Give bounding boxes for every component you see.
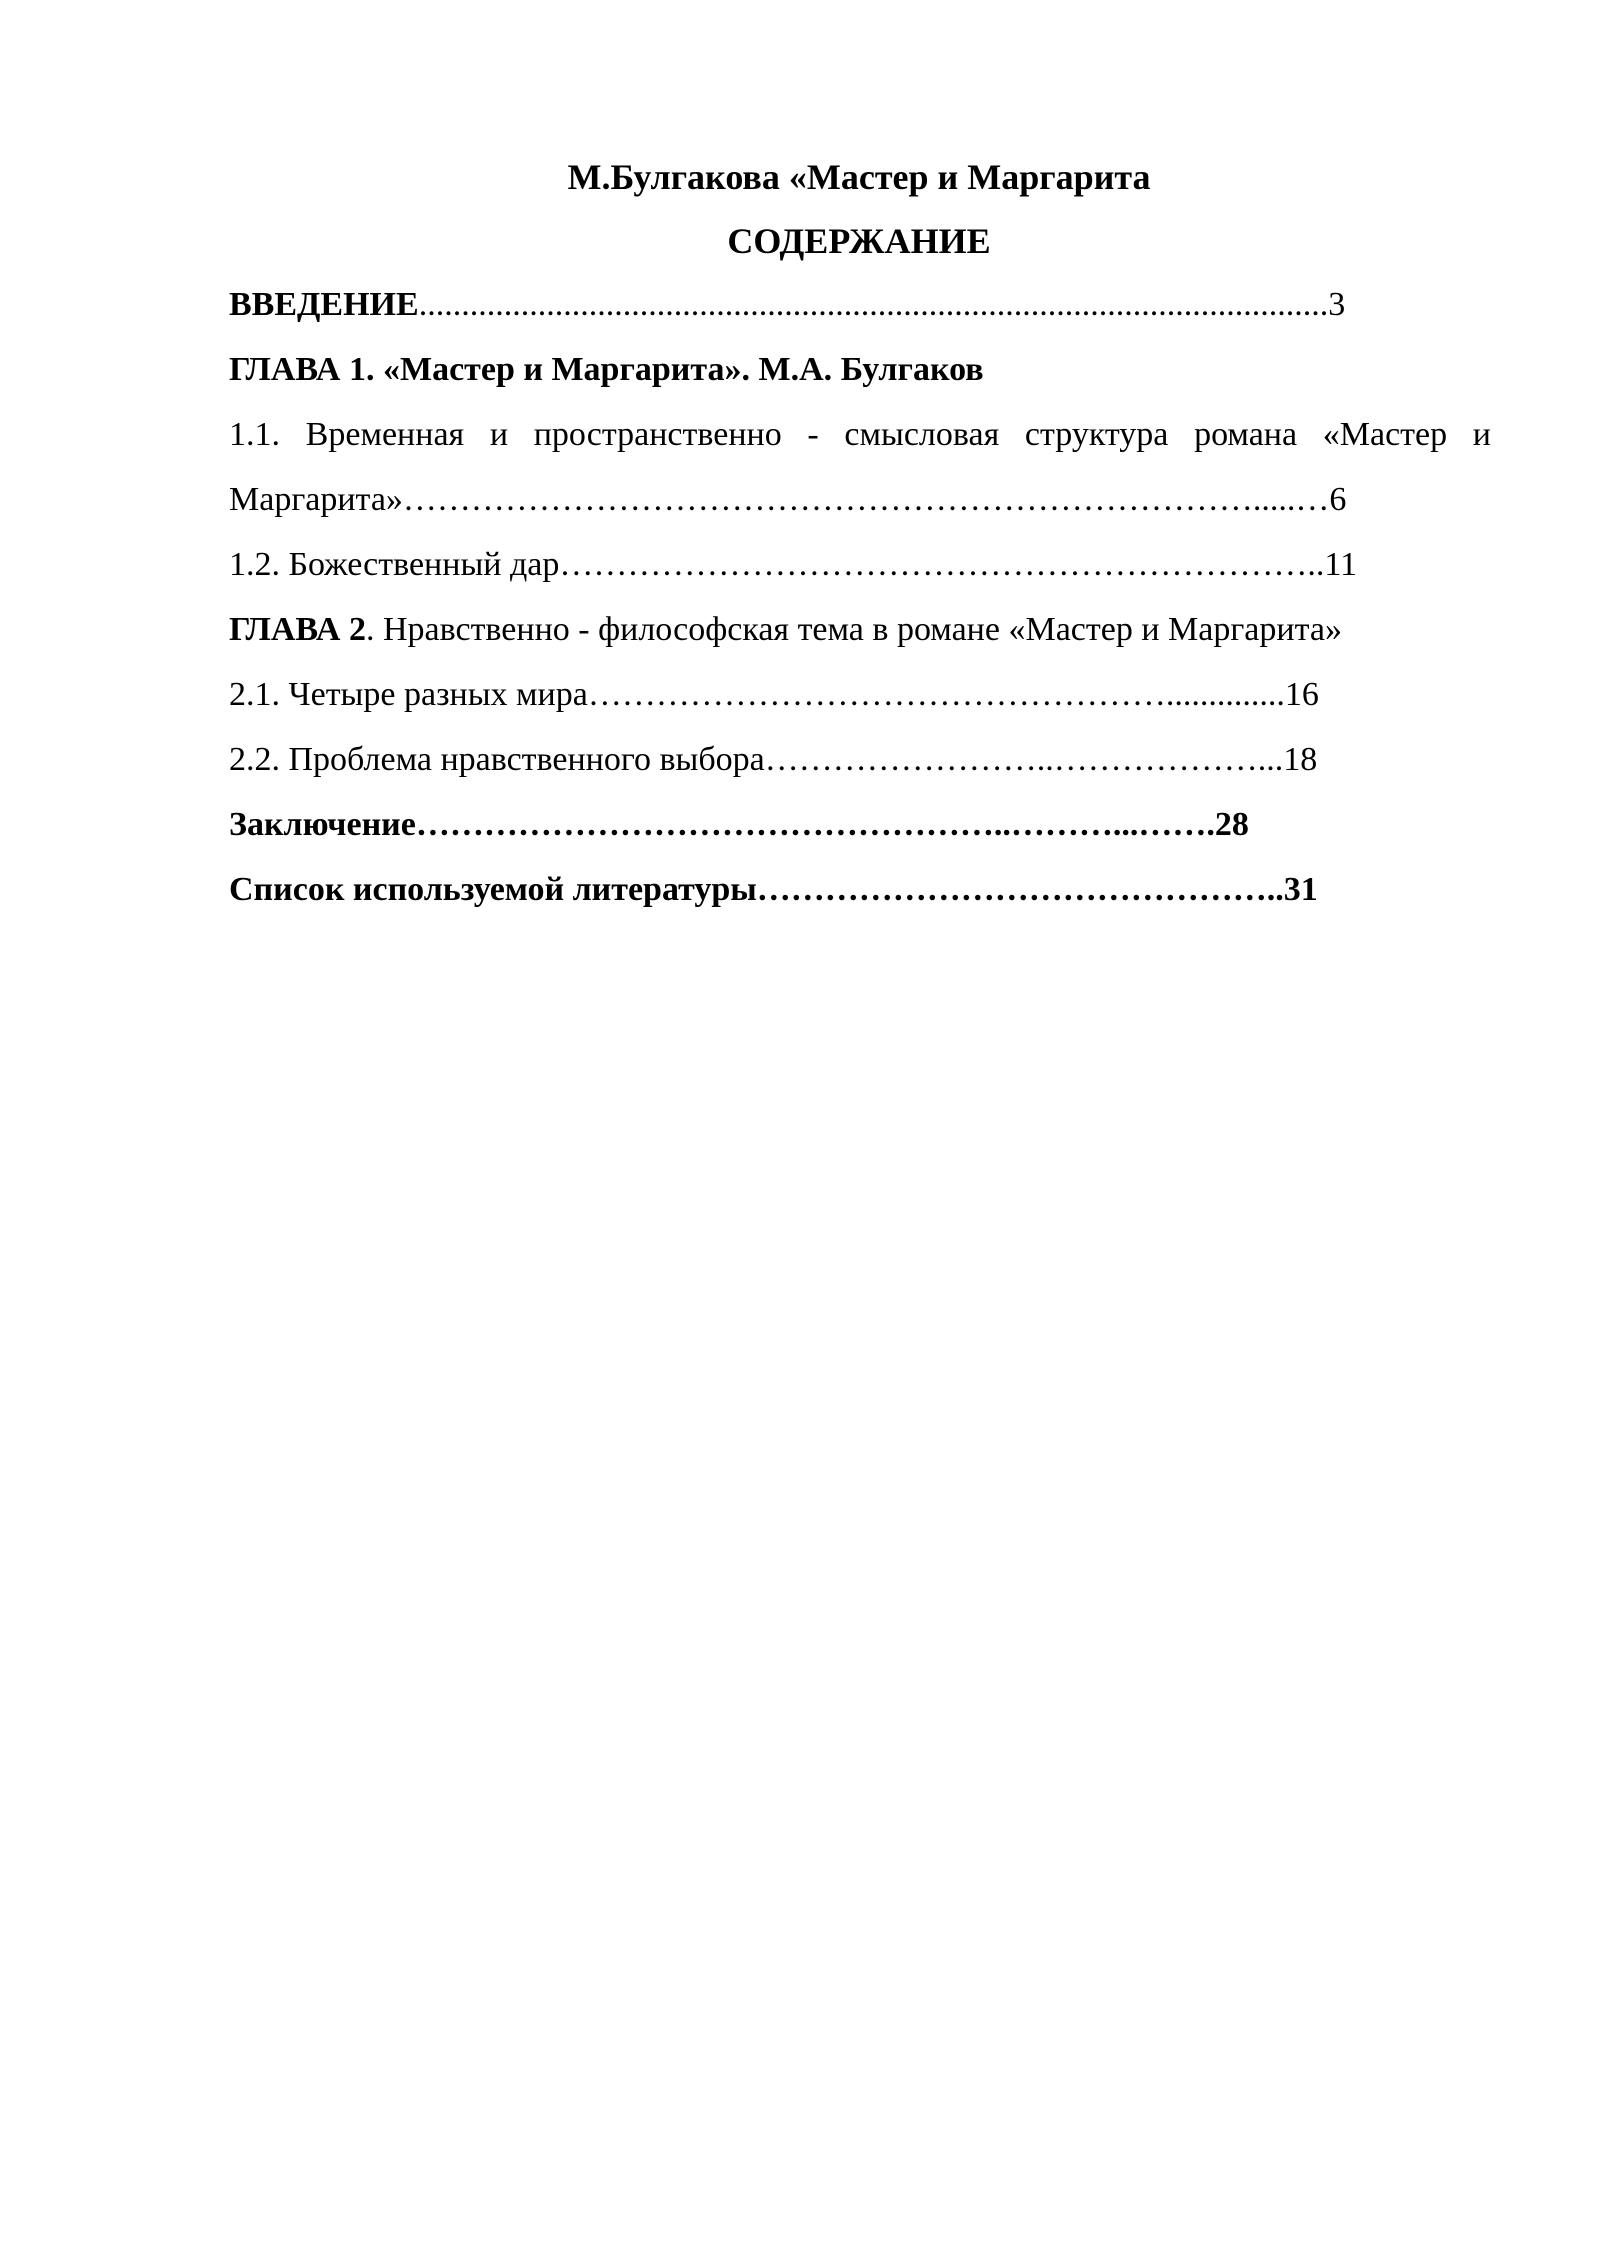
- toc-entry-leader: ………………………………………………………………….....…: [402, 481, 1330, 518]
- toc-entry-2-1[interactable]: [229, 670, 1491, 735]
- toc-entry-text: Список используемой литературы: [229, 871, 757, 908]
- toc-entry-text: 2.1. Четыре разных мира: [229, 676, 588, 713]
- toc-entry-text: Заключение: [229, 806, 416, 843]
- toc-entry-leader: ……………………………………………..………...…….: [415, 806, 1215, 843]
- toc-entry-page: 6: [1329, 481, 1347, 518]
- toc-entry-leader: ...........................................................................................................: [418, 286, 1329, 323]
- toc-entry-page: 11: [1324, 546, 1358, 583]
- toc-entry-text: 2.2. Проблема нравственного выбора: [229, 741, 765, 778]
- toc-entry-2-2[interactable]: [229, 735, 1491, 800]
- toc-entry-chapter-1[interactable]: [229, 345, 1491, 410]
- toc-entry-text: . Нравственно - философская тема в романе «Мастер и Маргарита»: [365, 611, 1342, 648]
- toc-entry-page: 28: [1214, 806, 1249, 843]
- toc-entry-leader: …………………………………………………………..: [559, 546, 1325, 583]
- toc-entry-1-2[interactable]: [229, 540, 1491, 605]
- toc-entry-page: 3: [1328, 286, 1346, 323]
- toc-entry-1-1[interactable]: [229, 410, 1491, 475]
- toc-entry-conclusion[interactable]: [229, 800, 1491, 865]
- toc-entry-text: 1.2. Божественный дар: [229, 546, 560, 583]
- toc-entry-leader: ……………………………………………..............: [587, 676, 1285, 713]
- toc-entry-text: Маргарита»: [229, 481, 403, 518]
- toc-entry-label: ГЛАВА 2: [229, 611, 366, 648]
- toc-entry-text: ГЛАВА 1. «Мастер и Маргарита». М.А. Булгаков: [229, 351, 984, 388]
- toc-entry-text: ВВЕДЕНИЕ: [229, 286, 419, 323]
- toc-entry-page: 16: [1284, 676, 1319, 713]
- toc-entry-page: 31: [1283, 871, 1318, 908]
- toc-entry-leader: ……………………..………………...: [764, 741, 1284, 778]
- toc-entry-text: 1.1. Временная и пространственно - смысловая структура романа «Мастер и: [229, 416, 1491, 453]
- document-title: М.Булгакова «Мастер и Маргарита: [567, 157, 1151, 197]
- toc-entry-bibliography[interactable]: [229, 865, 1491, 930]
- toc-heading: СОДЕРЖАНИЕ: [727, 221, 991, 261]
- toc-entry-introduction[interactable]: [229, 280, 1491, 345]
- toc-entry-leader: ………………………………………..: [756, 871, 1284, 908]
- toc-entry-page: 18: [1283, 741, 1318, 778]
- toc-entry-chapter-2[interactable]: [229, 605, 1491, 670]
- table-of-contents: [229, 280, 1491, 930]
- toc-entry-1-1-continued[interactable]: [229, 475, 1491, 540]
